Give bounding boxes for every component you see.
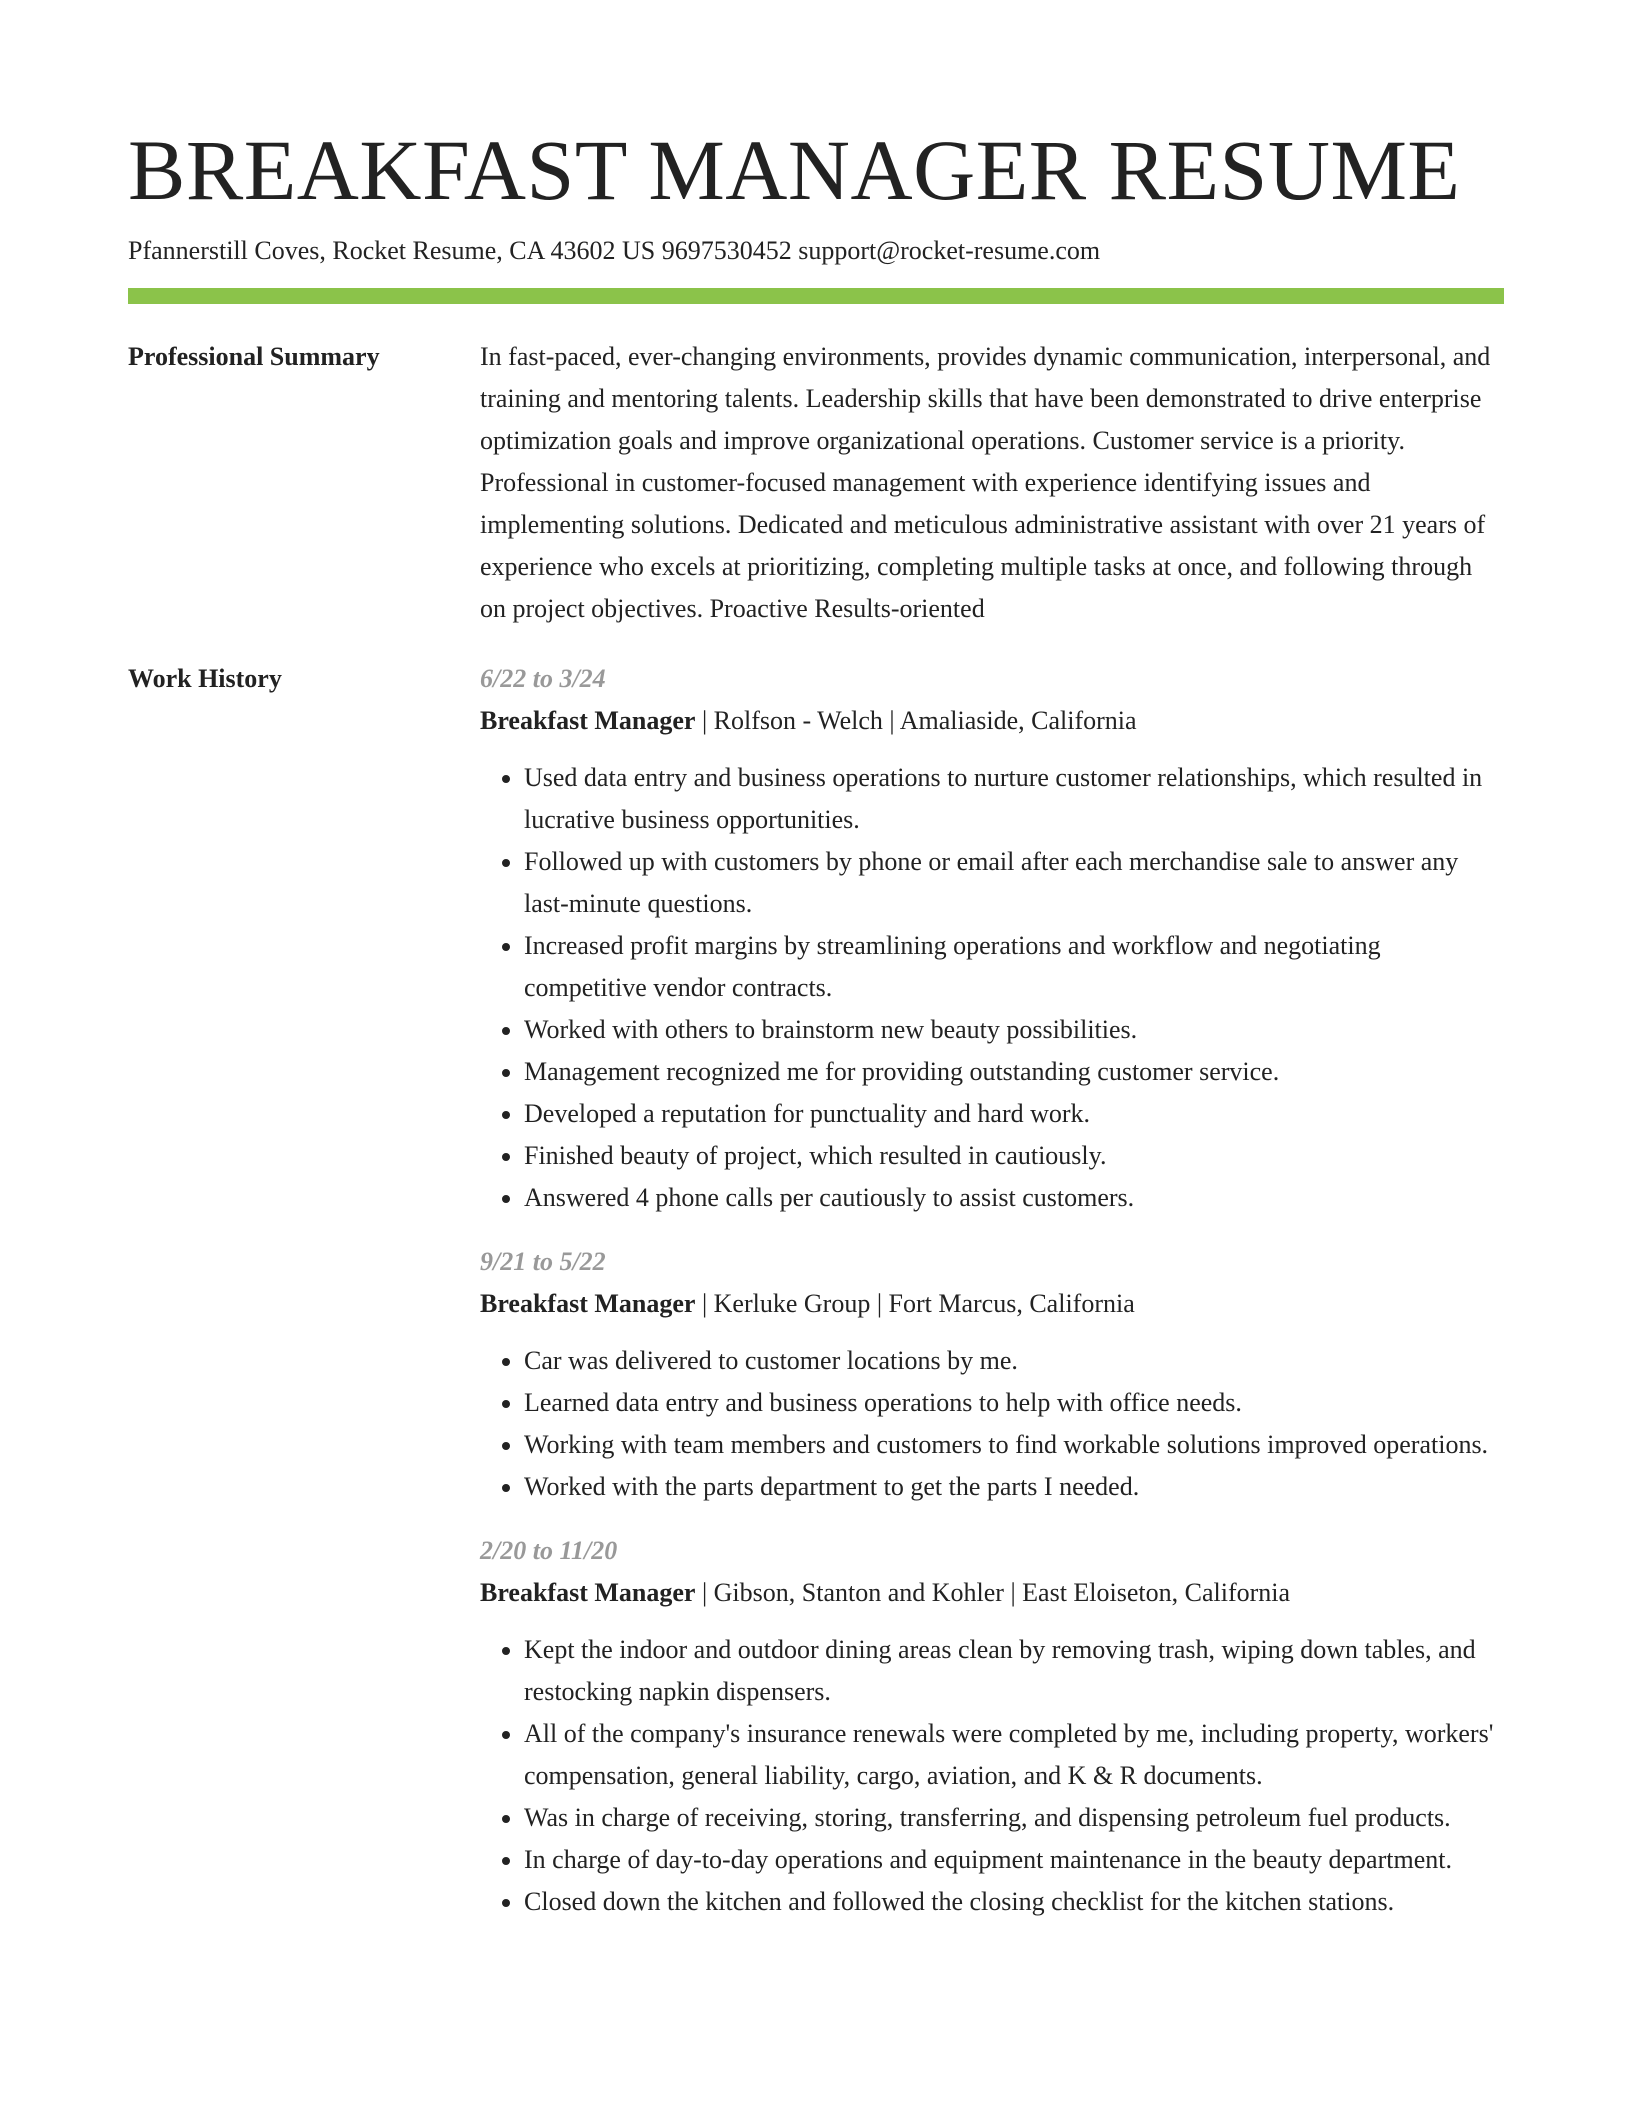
resume-title: BREAKFAST MANAGER RESUME	[128, 122, 1461, 218]
job-company-location: | Rolfson - Welch | Amaliaside, California	[695, 706, 1137, 735]
job-company-location: | Kerluke Group | Fort Marcus, California	[695, 1289, 1135, 1318]
job-bullet-list	[480, 757, 1504, 1219]
job-bullet: • Finished beauty of project, which resulted in cautiously.	[524, 1135, 1504, 1177]
job-title: Breakfast Manager	[480, 1289, 696, 1318]
contact-info: Pfannerstill Coves, Rocket Resume, CA 43602 US 9697530452 support@rocket-resume.com	[128, 236, 1101, 265]
job-bullet: • Worked with the parts department to get the parts I needed.	[524, 1466, 1504, 1508]
job-header	[480, 1572, 1504, 1614]
work-history-section	[128, 658, 1504, 1945]
job-bullet: • Developed a reputation for punctuality and hard work.	[524, 1093, 1504, 1135]
job-bullet: • Learned data entry and business operations to help with office needs.	[524, 1382, 1504, 1424]
job-title: Breakfast Manager	[480, 706, 696, 735]
job-header	[480, 1283, 1504, 1325]
professional-summary-body	[480, 336, 1504, 630]
job-bullet: • Increased profit margins by streamlining operations and workflow and negotiating competitive vendor contracts.	[524, 925, 1504, 1009]
job-dates: 9/21 to 5/22	[480, 1247, 606, 1276]
job-dates: 2/20 to 11/20	[480, 1536, 618, 1565]
professional-summary-section	[128, 336, 1504, 630]
job-bullet: • Car was delivered to customer locations by me.	[524, 1340, 1504, 1382]
work-history-heading: Work History	[128, 664, 282, 693]
job-bullet: • Worked with others to brainstorm new beauty possibilities.	[524, 1009, 1504, 1051]
job-dates: 6/22 to 3/24	[480, 664, 606, 693]
job-bullet: • Was in charge of receiving, storing, transferring, and dispensing petroleum fuel products.	[524, 1797, 1504, 1839]
job-bullet: • Management recognized me for providing outstanding customer service.	[524, 1051, 1504, 1093]
job-header	[480, 700, 1504, 742]
job-title: Breakfast Manager	[480, 1578, 696, 1607]
resume-page	[128, 118, 1504, 1945]
job-bullet: • Working with team members and customers to find workable solutions improved operations.	[524, 1424, 1504, 1466]
professional-summary-heading: Professional Summary	[128, 342, 380, 371]
job-company-location: | Gibson, Stanton and Kohler | East Eloiseton, California	[695, 1578, 1291, 1607]
job-bullet: • Followed up with customers by phone or email after each merchandise sale to answer any last-minute questions.	[524, 841, 1504, 925]
header-divider	[128, 288, 1504, 304]
job-entry	[480, 658, 1504, 1219]
job-bullet: • Kept the indoor and outdoor dining areas clean by removing trash, wiping down tables, and restocking napkin dispensers.	[524, 1629, 1504, 1713]
job-bullet: • All of the company's insurance renewals were completed by me, including property, workers' compensation, general liability, cargo, aviation, and K & R documents.	[524, 1713, 1504, 1797]
job-bullet-list	[480, 1340, 1504, 1508]
job-entry	[480, 1241, 1504, 1508]
professional-summary-text: In fast-paced, ever-changing environments, provides dynamic communication, interpersonal, and training and mentoring talents. Leadership skills that have been demonstrated to drive enterprise optimization goals and improve organizational operations. Customer service is a priority. Professional in customer-focused management with experience identifying issues and implementing solutions. Dedicated and meticulous administrative assistant with over 21 years of experience who excels at prioritizing, completing multiple tasks at once, and following through on project objectives. Proactive Results-oriented	[480, 342, 1491, 623]
job-bullet: • Answered 4 phone calls per cautiously to assist customers.	[524, 1177, 1504, 1219]
job-bullet: • In charge of day-to-day operations and equipment maintenance in the beauty department.	[524, 1839, 1504, 1881]
job-bullet: • Used data entry and business operations to nurture customer relationships, which resulted in lucrative business opportunities.	[524, 757, 1504, 841]
job-bullet-list	[480, 1629, 1504, 1923]
job-entry	[480, 1530, 1504, 1923]
work-history-list	[480, 658, 1504, 1945]
job-bullet: • Closed down the kitchen and followed the closing checklist for the kitchen stations.	[524, 1881, 1504, 1923]
